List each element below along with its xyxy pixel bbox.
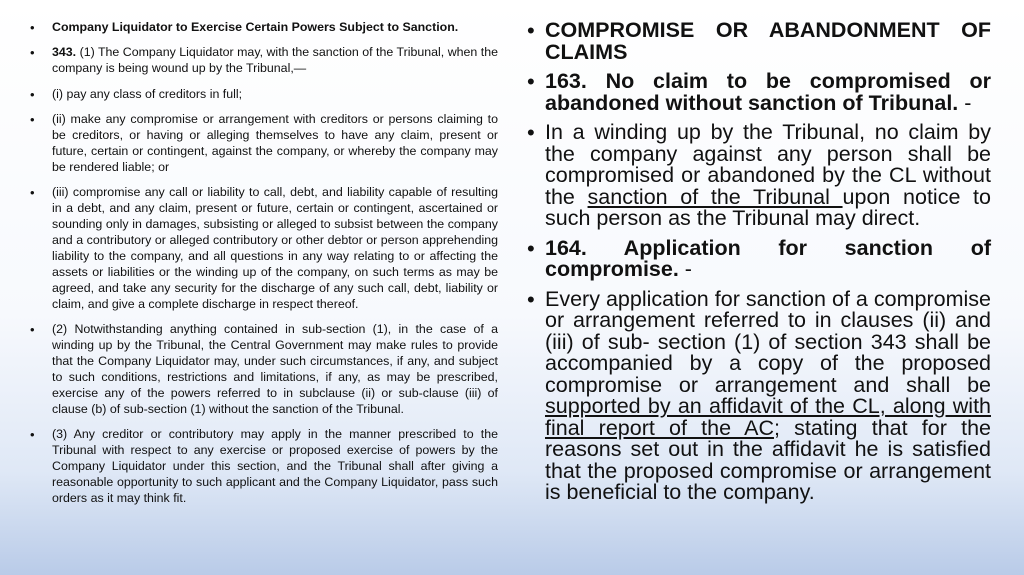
section-number: 343. <box>52 45 77 60</box>
list-item: • 343. (1) The Company Liquidator may, with the sanction of the Tribunal, when the company is being wound up by the Tribunal,— <box>30 45 498 77</box>
section-heading: Company Liquidator to Exercise Certain Powers Subject to Sanction. <box>52 20 459 34</box>
list-item <box>30 20 498 36</box>
list-item: • (2) Notwithstanding anything contained in sub-section (1), in the case of a winding up by the Tribunal, the Central Government may make rules to provide that the Company Liquidator may, under such circumstances, if any, and subject to such conditions, restrictions and limitations, if any, as may be prescribed, exercise any of the powers referred to in subclause (ii) or sub-clause (iii) of clause (b) of sub-section (1) without the sanction of the Tribunal. <box>30 322 498 417</box>
left-bullet-list <box>30 20 498 506</box>
heading-compromise-abandonment: • COMPROMISE OR ABANDONMENT OF CLAIMS <box>527 20 991 63</box>
list-item: • (iii) compromise any call or liability to call, debt, and liability capable of resulting in a debt, and any claim, present or future, certain or contingent, ascertained or sounding only in damages, subsisting or alleged to subsist between the company and a contributory or alleged contributory or other debtor or person apprehending liability to the company, and all questions in any way relating to or affecting the assets or liabilities or the winding up of the company, on such terms as may be agreed, and take any security for the discharge of any such call, debt, liability or claim, and give a complete discharge in respect thereof. <box>30 185 498 312</box>
underlined-text: supported by an affidavit of the CL, along with final report of the AC <box>545 394 991 440</box>
right-bullet-list <box>527 20 991 504</box>
heading-section-163: • 163. No claim to be compromised or abandoned without sanction of Tribunal. - <box>527 71 991 114</box>
underlined-text: sanction of the Tribunal <box>587 184 843 209</box>
paragraph-section-163: • In a winding up by the Tribunal, no claim by the company against any person shall be compromised or abandoned by the CL without the sanction of the Tribunal upon notice to such person as the Tribunal may direct. <box>527 122 991 230</box>
list-item: • (ii) make any compromise or arrangement with creditors or persons claiming to be creditors, or having or alleging themselves to have any claim, present or future, certain or contingent, against the company, or whereby the company may be rendered liable; or <box>30 112 498 176</box>
heading-section-164: • 164. Application for sanction of compromise. - <box>527 238 991 281</box>
left-column <box>30 20 498 516</box>
list-item: • (3) Any creditor or contributory may apply in the manner prescribed to the Tribunal with respect to any exercise or proposed exercise of powers by the Company Liquidator under this section, and the Tribunal shall after giving a reasonable opportunity to such applicant and the Company Liquidator, pass such orders as it may think fit. <box>30 427 498 507</box>
list-item: • (i) pay any class of creditors in full; <box>30 87 498 103</box>
right-column <box>527 20 991 510</box>
paragraph-section-164: • Every application for sanction of a compromise or arrangement referred to in clauses (ii) and (iii) of sub- section (1) of section 343 shall be accompanied by a copy of the proposed compromise or arrangement and shall be supported by an affidavit of the CL, along with final report of the AC; stating that for the reasons set out in the affidavit he is satisfied that the proposed compromise or arrangement is beneficial to the company. <box>527 289 991 504</box>
